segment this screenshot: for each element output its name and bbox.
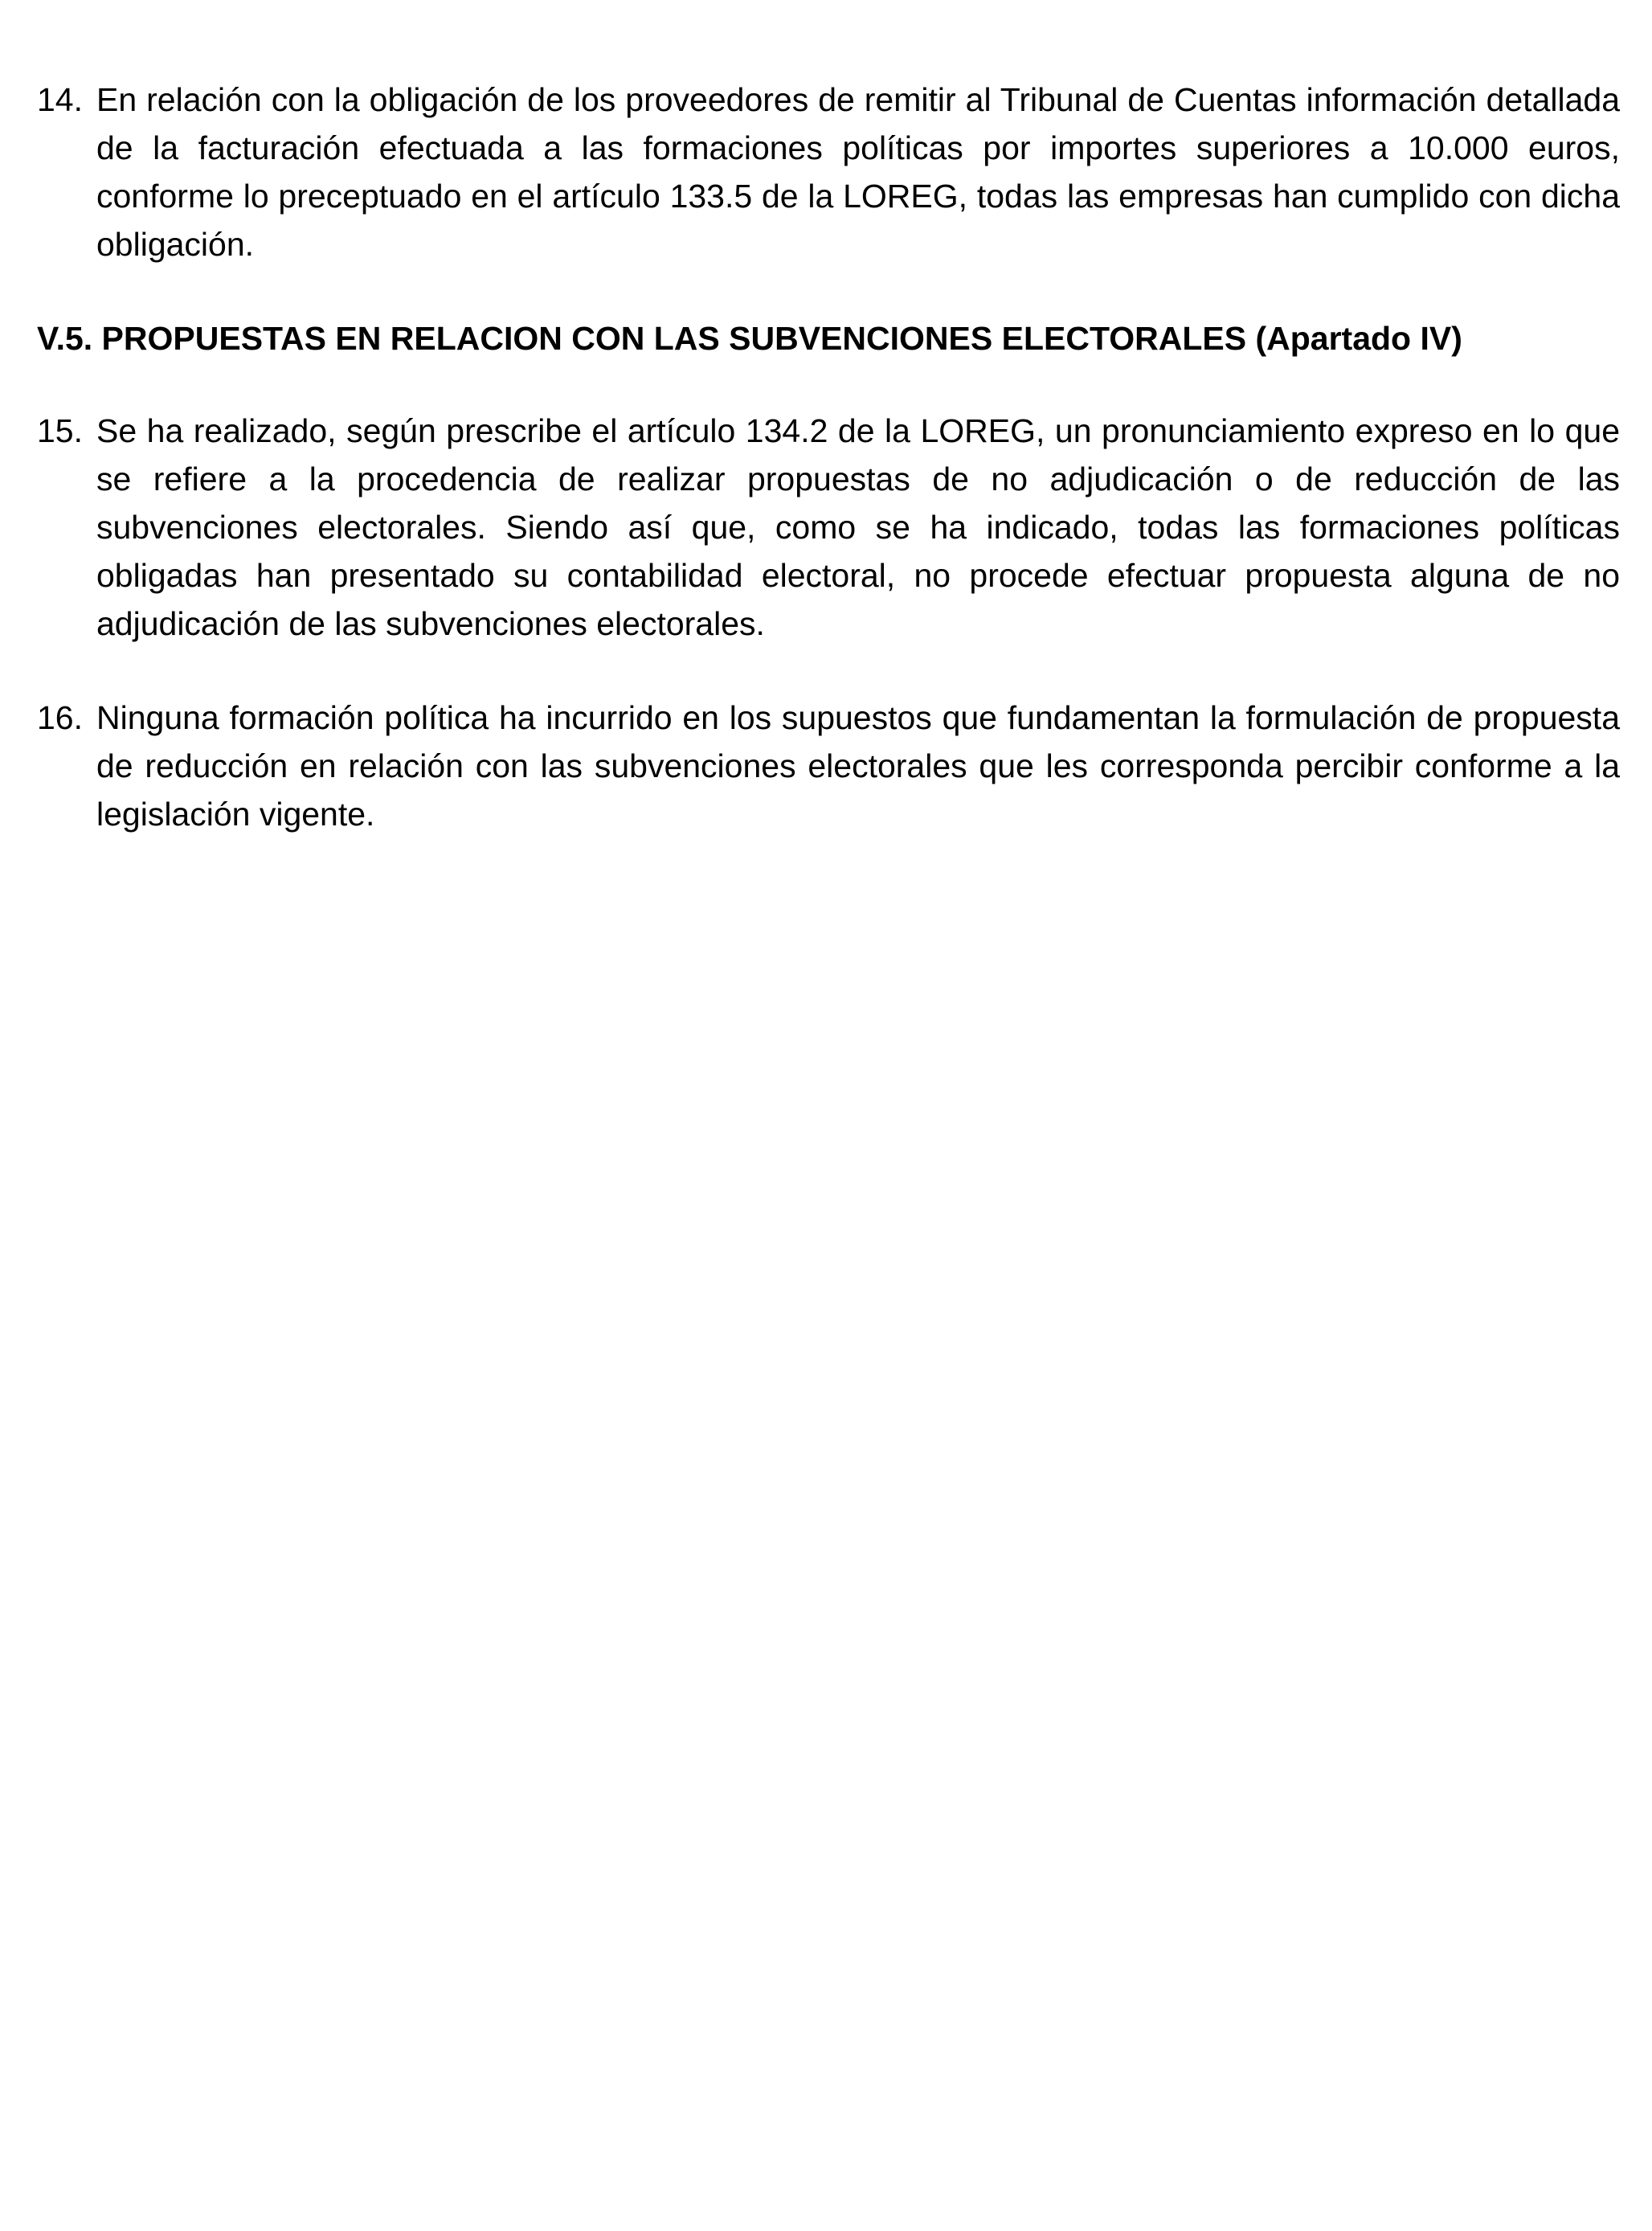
paragraph-number: 16.	[37, 699, 83, 736]
paragraph-text: Ninguna formación política ha incurrido en los supuestos que fundamentan la formulación de propuesta de reducción en relación con las subvenciones electorales que les corresponda percibir conforme a la legislación vigente.	[96, 699, 1620, 833]
paragraph-number: 14.	[37, 81, 83, 118]
paragraph-text: En relación con la obligación de los proveedores de remitir al Tribunal de Cuentas información detallada de la facturación efectuada a las formaciones políticas por importes superiores a 10.000 euros, conforme lo preceptuado en el artículo 133.5 de la LOREG, todas las empresas han cumplido con dicha obligación.	[96, 81, 1620, 263]
paragraph-text: Se ha realizado, según prescribe el artículo 134.2 de la LOREG, un pronunciamiento expreso en lo que se refiere a la procedencia de realizar propuestas de no adjudicación o de reducción de las subvenciones electorales. Siendo así que, como se ha indicado, todas las formaciones políticas obligadas han presentado su contabilidad electoral, no procede efectuar propuesta alguna de no adjudicación de las subvenciones electorales.	[96, 412, 1620, 642]
numbered-paragraph-15	[37, 407, 1620, 648]
paragraph-number: 15.	[37, 412, 83, 449]
numbered-paragraph-16	[37, 694, 1620, 838]
numbered-paragraph-14	[37, 76, 1620, 268]
section-heading: V.5. PROPUESTAS EN RELACION CON LAS SUBVENCIONES ELECTORALES (Apartado IV)	[37, 320, 1462, 357]
